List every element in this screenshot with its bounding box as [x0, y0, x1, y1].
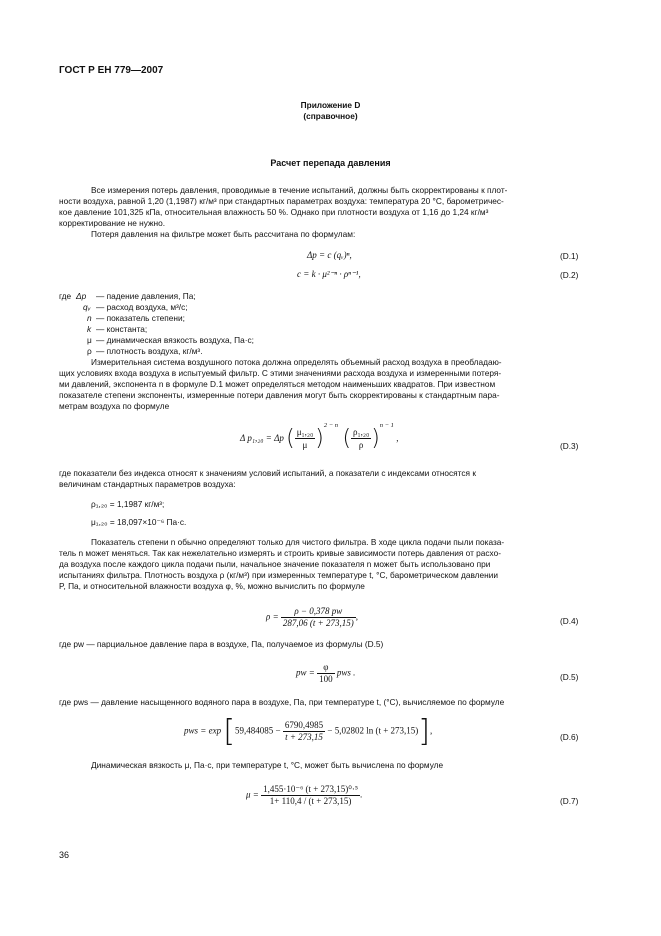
body-line: Показатель степени n обычно определяют только для чистого фильтра. В ходе цикла подачи пыли показа-: [91, 537, 505, 547]
def-text: — расход воздуха, м³/с;: [96, 302, 188, 312]
def-symbol: μ: [87, 335, 92, 345]
fraction: $\frac{\rho - 0,378 pw}{287,06 (t + 273,15)}$: [282, 606, 354, 628]
def-text: — падение давления, Па;: [96, 291, 196, 301]
equation-number: (D.6): [560, 732, 579, 742]
equation-d3: Δ p₁,₂₀ = Δp ( $\frac{\text{μ₁,₂₀}}{\mu}$ )$^{2 - n}$ ( $\frac{\text{ρ₁,₂₀}}{\rho}$ )$^{n - 1}$ ,: [240, 422, 399, 451]
body-line: метрам воздуха по формуле: [59, 401, 170, 411]
appendix-title: Приложение D: [300, 100, 361, 110]
body-line: тель n может меняться. Так как нежелательно измерять и строить кривые зависимости потерь давления от расхо-: [59, 548, 501, 558]
std-value: ρ₁,₂₀ = 1,1987 кг/м³;: [91, 499, 165, 509]
body-line: ми давлений, экспонента n в формуле D.1 может определяться методом наименьших квадратов. При известном: [59, 379, 496, 389]
equation-d7: μ = $\frac{\text{1,455·10⁻⁶ (t + 273,15)⁰·⁵}}{1+ 110,4 / (t + 273,15)}$ .: [246, 784, 363, 806]
section-title: Расчет перепада давления: [270, 158, 391, 168]
body-line: испытаниях фильтра. Плотность воздуха ρ (кг/м³) при измеренных температуре t, °С, барометрическом давлении: [59, 570, 498, 580]
def-symbol: n: [87, 313, 92, 323]
fraction: $\frac{\varphi}{100}$: [319, 662, 333, 684]
body-line: показателе степени экспоненты, измеренные потери давления могут быть скорректированы к стандартным пара-: [59, 390, 500, 400]
equation-number: (D.3): [560, 441, 579, 451]
intro-line: Потеря давления на фильтре может быть рассчитана по формулам:: [91, 229, 356, 239]
intro-line: ности воздуха, равной 1,20 (1,1987) кг/м³ при стандартных параметрах воздуха: температура 20 °С, барометричес-: [59, 196, 504, 206]
def-symbol: k: [87, 324, 92, 334]
body-line: P, Па, и относительной влажности воздуха φ, %, можно вычислить по формуле: [59, 581, 365, 591]
body-line: щих условиях входа воздуха в испытуемый фильтр. С этими значениями расхода воздуха и измеренными потеря-: [59, 368, 502, 378]
def-text: — динамическая вязкость воздуха, Па·с;: [96, 335, 254, 345]
fraction: $\frac{\text{μ₁,₂₀}}{\mu}$: [296, 427, 314, 451]
def-text: — показатель степени;: [96, 313, 185, 323]
fraction: $\frac{\text{ρ₁,₂₀}}{\rho}$: [353, 427, 370, 451]
appendix-subtitle: (справочное): [303, 111, 358, 121]
equation-number: (D.4): [560, 616, 579, 626]
body-line: да воздуха после каждого цикла подачи пыли, начальное значение показателя n может быть использовано при: [59, 559, 491, 569]
equation-d5: pw = $\frac{\varphi}{100}$ pws .: [296, 662, 356, 684]
equation-number: (D.5): [560, 672, 579, 682]
def-symbol: qᵥ: [83, 302, 91, 312]
def-symbol: ρ: [87, 346, 92, 356]
page-number: 36: [59, 850, 70, 860]
equation-number: (D.7): [560, 796, 579, 806]
equation-d1: Δp = c (qᵥ)ⁿ,: [307, 250, 352, 260]
body-line: где pw — парциальное давление пара в воздухе, Па, получаемое из формулы (D.5): [59, 639, 384, 649]
intro-line: Все измерения потерь давления, проводимые в течение испытаний, должны быть скорректированы к плот-: [91, 185, 508, 195]
where-label: где: [59, 291, 72, 301]
body-line: где показатели без индекса относят к значениям условий испытаний, а показатели с индексами относятся к: [59, 468, 476, 478]
fraction: $\frac{\text{1,455·10⁻⁶ (t + 273,15)⁰·⁵}}{1+ 110,4 / (t + 273,15)}$: [263, 784, 359, 806]
def-text: — константа;: [96, 324, 148, 334]
standard-header: ГОСТ Р ЕН 779—2007: [59, 65, 164, 76]
body-line: Динамическая вязкость μ, Па·с, при температуре t, °С, может быть вычислена по формуле: [91, 760, 444, 770]
equation-number: (D.1): [560, 251, 579, 261]
def-text: — плотность воздуха, кг/м³.: [96, 346, 203, 356]
equation-number: (D.2): [560, 270, 579, 280]
fraction: $\frac{6790,4985}{t + 273,15}$: [284, 720, 324, 742]
def-symbol: Δp: [76, 291, 87, 301]
eq-lhs: Δ p₁,₂₀ = Δp: [240, 433, 284, 443]
std-value: μ₁,₂₀ = 18,097×10⁻⁶ Па·с.: [91, 517, 187, 527]
body-line: Измерительная система воздушного потока должна определять объемный расход воздуха в преобладаю-: [91, 357, 502, 367]
intro-line: кое давление 101,325 кПа, относительная влажность 50 %. Однако при плотности воздуха от 1,16 до 1,24 кг/м³: [59, 207, 489, 217]
body-line: величинам стандартных параметров воздуха:: [59, 479, 236, 489]
equation-d6: pws = exp [59,484085 − $\frac{6790,4985}{t + 273,15}$ − 5,02802 ln (t + 273,15)],: [184, 714, 433, 749]
intro-line: корректирование не нужно.: [59, 218, 166, 228]
equation-d4: ρ = $\frac{\rho - 0,378 pw}{287,06 (t + 273,15)}$ ,: [266, 606, 358, 628]
body-line: где pws — давление насыщенного водяного пара в воздухе, Па, при температуре t, (°С), вычисляемое по формуле: [59, 697, 505, 707]
equation-d2: c = k · μ²⁻ⁿ · ρⁿ⁻¹,: [297, 269, 361, 279]
